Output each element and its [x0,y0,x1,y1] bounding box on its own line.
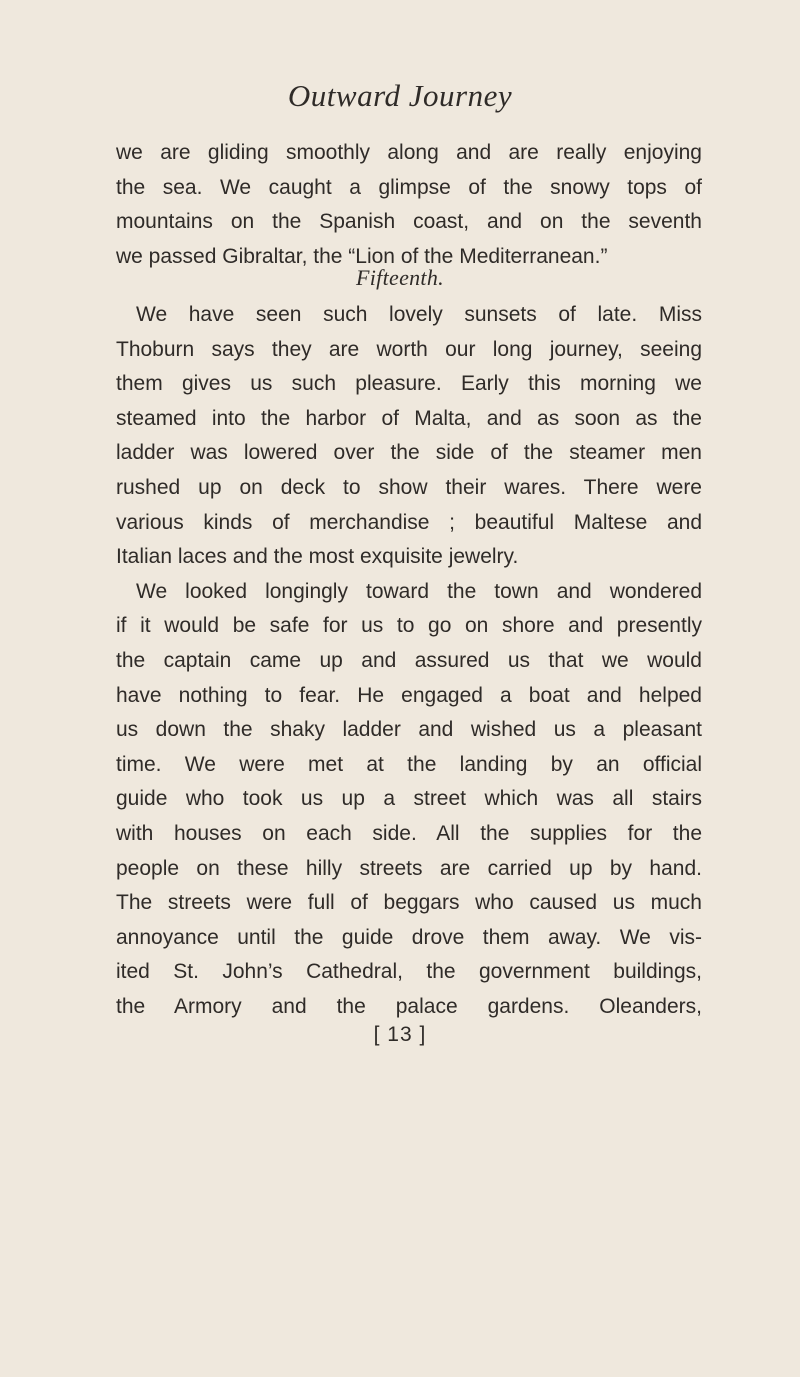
text-line: the captain came up and assured us that we would [116,648,702,672]
text-line: guide who took us up a street which was all stairs [116,787,702,811]
text-line: ited St. John’s Cathedral, the government buildings, [116,960,702,984]
text-line: people on these hilly streets are carried up by hand. [116,856,702,880]
text-line: steamed into the harbor of Malta, and as soon as the [116,406,702,430]
text-line: annoyance until the guide drove them away. We vis- [116,925,702,949]
text-line: various kinds of merchandise ; beautiful Maltese and [116,510,702,534]
text-line: with houses on each side. All the supplies for the [116,821,702,845]
text-line: us down the shaky ladder and wished us a pleasant [116,718,702,742]
text-line: have nothing to fear. He engaged a boat and helped [116,683,702,707]
text-line: we are gliding smoothly along and are really enjoying [116,141,702,164]
text-line: Italian laces and the most exquisite jewelry. [116,545,519,569]
text-line: The streets were full of beggars who caused us much [116,891,702,915]
paragraph-2 [116,298,702,1024]
text-line: them gives us such pleasure. Early this morning we [116,372,702,396]
text-line: rushed up on deck to show their wares. There were [116,475,702,499]
text-line: if it would be safe for us to go on shore and presently [116,614,702,638]
paragraph-1 [116,136,702,274]
text-line: time. We were met at the landing by an official [116,752,702,776]
text-line: we passed Gibraltar, the “Lion of the Mediterranean.” [116,244,608,268]
page-number: [ 13 ] [373,1023,427,1046]
text-line: We looked longingly toward the town and wondered [136,579,702,603]
text-line: the sea. We caught a glimpse of the snowy tops of [116,175,702,199]
text-line: the Armory and the palace gardens. Oleanders, [116,994,702,1018]
running-head: Outward Journey [287,78,513,113]
text-line: Thoburn says they are worth our long journey, seeing [116,337,702,361]
text-line: ladder was lowered over the side of the steamer men [116,441,702,465]
text-line: mountains on the Spanish coast, and on the seventh [116,210,702,234]
text-line: We have seen such lovely sunsets of late. Miss [136,303,702,326]
section-heading: Fifteenth. [356,265,444,290]
